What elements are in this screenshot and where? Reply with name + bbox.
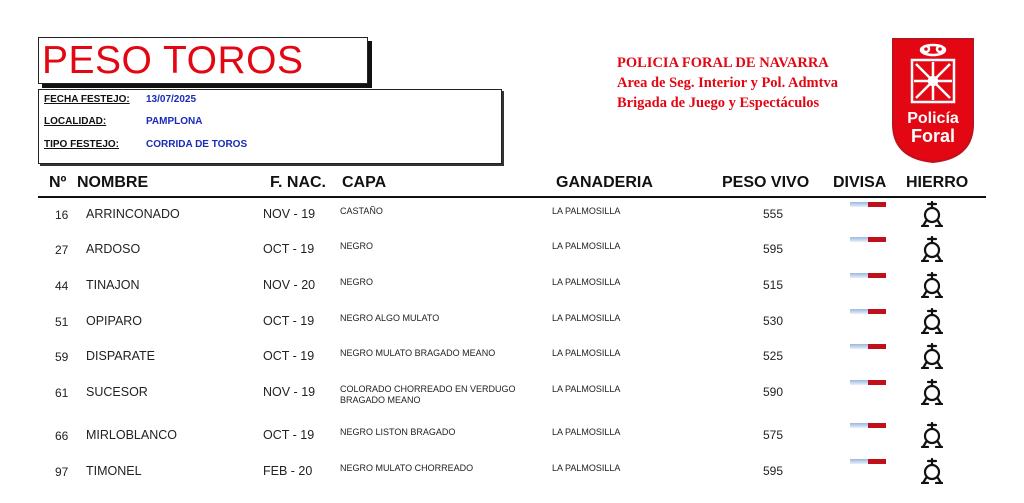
bull-name: ARRINCONADO — [86, 207, 180, 221]
divisa-flag-icon — [850, 273, 886, 278]
bull-ranch: LA PALMOSILLA — [552, 463, 621, 473]
fecha-label: FECHA FESTEJO: — [44, 94, 130, 105]
bull-name: DISPARATE — [86, 349, 155, 363]
bull-coat: NEGRO LISTON BRAGADO — [340, 427, 456, 437]
bull-brand-icon — [921, 308, 943, 334]
bull-weight: 555 — [763, 207, 784, 221]
bull-name: SUCESOR — [86, 385, 148, 399]
bull-brand-icon — [921, 343, 943, 369]
bull-coat: NEGRO — [340, 241, 374, 251]
policia-foral-logo — [890, 36, 976, 164]
bull-brand-icon — [921, 379, 943, 405]
bull-weight: 595 — [763, 242, 784, 256]
tipo-value: CORRIDA DE TOROS — [146, 139, 248, 150]
festejo-info-box — [38, 89, 502, 164]
header-capa: CAPA — [342, 174, 387, 191]
bull-name: TINAJON — [86, 278, 140, 292]
bull-number: 59 — [55, 350, 69, 364]
bull-birth-date: OCT - 19 — [263, 428, 315, 442]
bull-ranch: LA PALMOSILLA — [552, 241, 621, 251]
bull-coat: NEGRO — [340, 277, 374, 287]
bull-coat: NEGRO MULATO BRAGADO MEANO — [340, 348, 496, 358]
bull-brand-icon — [921, 201, 943, 227]
bull-ranch: LA PALMOSILLA — [552, 348, 621, 358]
header-peso: PESO VIVO — [722, 174, 810, 191]
bull-birth-date: NOV - 19 — [263, 207, 316, 221]
bull-ranch: LA PALMOSILLA — [552, 206, 621, 216]
bull-number: 51 — [55, 315, 69, 329]
org-area: Area de Seg. Interior y Pol. Admtva — [617, 75, 838, 91]
bull-brand-icon — [921, 422, 943, 448]
localidad-value: PAMPLONA — [146, 116, 203, 127]
logo-text-foral: Foral — [910, 126, 956, 146]
bull-brand-icon — [921, 272, 943, 298]
bull-coat: NEGRO MULATO CHORREADO — [340, 463, 474, 473]
bull-name: MIRLOBLANCO — [86, 428, 177, 442]
bull-birth-date: OCT - 19 — [263, 349, 315, 363]
bull-birth-date: OCT - 19 — [263, 242, 315, 256]
bull-ranch: LA PALMOSILLA — [552, 277, 621, 287]
bull-ranch: LA PALMOSILLA — [552, 427, 621, 437]
org-brigada: Brigada de Juego y Espectáculos — [617, 95, 820, 111]
title-box — [38, 37, 368, 84]
header-ganaderia: GANADERIA — [556, 174, 653, 191]
divisa-flag-icon — [850, 309, 886, 314]
bull-ranch: LA PALMOSILLA — [552, 313, 621, 323]
header-fnac: F. NAC. — [270, 174, 326, 191]
bull-number: 27 — [55, 243, 69, 257]
bull-number: 16 — [55, 208, 69, 222]
bull-weight: 595 — [763, 464, 784, 478]
page-title: PESO TOROS — [42, 39, 304, 82]
bull-weight: 530 — [763, 314, 784, 328]
bull-birth-date: FEB - 20 — [263, 464, 313, 478]
bull-name: TIMONEL — [86, 464, 142, 478]
bull-birth-date: NOV - 19 — [263, 385, 316, 399]
bull-weight: 590 — [763, 385, 784, 399]
bull-weight: 515 — [763, 278, 784, 292]
bull-number: 66 — [55, 429, 69, 443]
organization-block — [617, 53, 838, 113]
bull-weight: 525 — [763, 349, 784, 363]
bull-name: OPIPARO — [86, 314, 143, 328]
header-num: Nº — [49, 174, 67, 191]
bull-ranch: LA PALMOSILLA — [552, 384, 621, 394]
divisa-flag-icon — [850, 237, 886, 242]
divisa-flag-icon — [850, 380, 886, 385]
divisa-flag-icon — [850, 459, 886, 464]
org-name: POLICIA FORAL DE NAVARRA — [617, 55, 829, 71]
bull-coat: NEGRO ALGO MULATO — [340, 313, 440, 323]
bull-name: ARDOSO — [86, 242, 141, 256]
localidad-label: LOCALIDAD: — [44, 116, 107, 127]
bull-birth-date: OCT - 19 — [263, 314, 315, 328]
bull-weight: 575 — [763, 428, 784, 442]
bull-brand-icon — [921, 458, 943, 484]
bull-number: 97 — [55, 465, 69, 479]
divisa-flag-icon — [850, 202, 886, 207]
bull-number: 61 — [55, 386, 69, 400]
tipo-label: TIPO FESTEJO: — [44, 139, 120, 150]
header-divider — [38, 196, 986, 198]
header-nombre: NOMBRE — [77, 174, 149, 191]
fecha-value: 13/07/2025 — [146, 94, 197, 105]
header-divisa: DIVISA — [833, 174, 887, 191]
bull-coat: COLORADO CHORREADO EN VERDUGO BRAGADO MEANO — [340, 384, 516, 405]
divisa-flag-icon — [850, 423, 886, 428]
divisa-flag-icon — [850, 344, 886, 349]
header-hierro: HIERRO — [906, 174, 969, 191]
bull-birth-date: NOV - 20 — [263, 278, 316, 292]
logo-text-policia: Policía — [907, 110, 959, 127]
bull-brand-icon — [921, 236, 943, 262]
bull-coat: CASTAÑO — [340, 206, 383, 216]
bull-number: 44 — [55, 279, 69, 293]
